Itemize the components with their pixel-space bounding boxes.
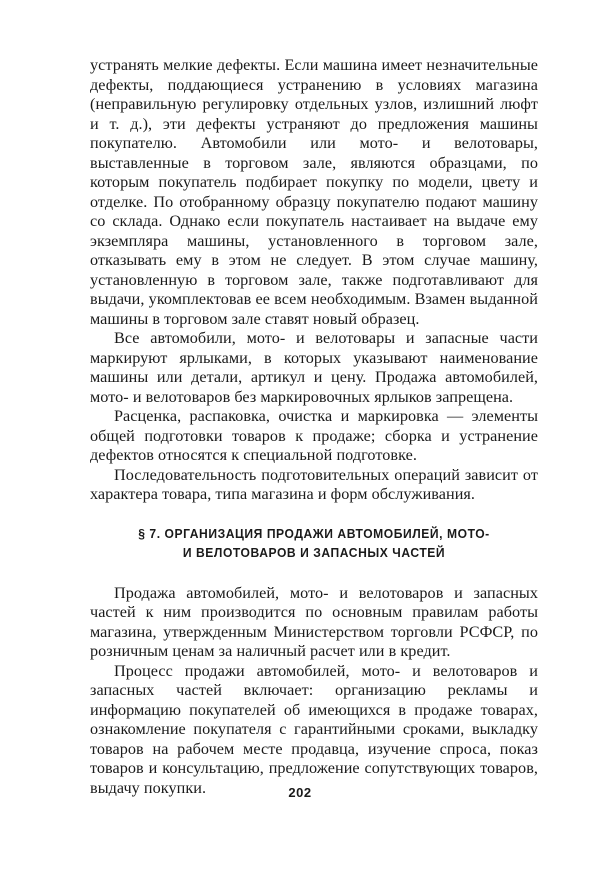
body-paragraph-1: устранять мелкие дефекты. Если машина имеет незначительные дефекты, поддающиеся устранению в условиях магазина (неправильную регулировку отдельных узлов, излишний люфт и т. д.), эти дефекты устраняют до предложения машины покупателю. Автомобили или мото- и велотовары, выставленные в торговом зале, являются образцами, по которым покупатель подбирает покупку по модели, цвету и отделке. По отобранному образцу покупателю подают машину со склада. Однако если покупатель настаивает на выдаче ему экземпляра машины, установленного в торговом зале, отказывать ему в этом не следует. В этом случае машину, установленную в торговом зале, также подготавливают для выдачи, укомплектовав ее всем необходимым. Взамен выданной машины в торговом зале ставят новый образец. [90, 56, 538, 328]
section-heading [106, 524, 523, 562]
section-paragraph-2: Процесс продажи автомобилей, мото- и велотоваров и запасных частей включает: организацию рекламы и информацию покупателей об имеющихся в продаже товарах, ознакомление покупателя с гарантийными сроками, выкладку товаров на рабочем месте продавца, изучение спроса, показ товаров и консультацию, предложение сопутствующих товаров, выдачу покупки. [90, 661, 538, 797]
page-body [90, 56, 538, 798]
body-paragraph-3: Расценка, распаковка, очистка и маркировка — элементы общей подготовки товаров к продаже; сборка и устранение дефектов относятся к специальной подготовке. [90, 407, 538, 464]
section-paragraph-1: Продажа автомобилей, мото- и велотоваров и запасных частей к ним производится по основным правилам работы магазина, утвержденным Министерством торговли РСФСР, по розничным ценам за наличный расчет или в кредит. [90, 583, 538, 660]
section-heading-line-1: § 7. ОРГАНИЗАЦИЯ ПРОДАЖИ АВТОМОБИЛЕЙ, МОТО- [138, 525, 490, 541]
page-number: 202 [288, 785, 312, 800]
body-paragraph-2: Все автомобили, мото- и велотовары и запасные части маркируют ярлыками, в которых указывают наименование машины или детали, артикул и цену. Продажа автомобилей, мото- и велотоваров без маркировочных ярлыков запрещена. [90, 329, 538, 406]
section-heading-line-2: И ВЕЛОТОВАРОВ И ЗАПАСНЫХ ЧАСТЕЙ [182, 544, 446, 560]
body-paragraph-4: Последовательность подготовительных операций зависит от характера товара, типа магазина и форм обслуживания. [90, 465, 538, 503]
